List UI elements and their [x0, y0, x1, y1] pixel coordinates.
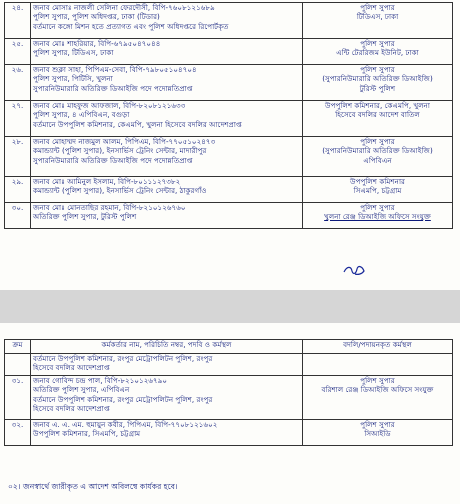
officer-line: পুলিশ সুপার, টিডিএস, ঢাকা	[33, 48, 114, 58]
officer-line: বর্তমানে উপপুলিশ কমিশনার, রংপুর মেট্রোপলিটন পুলিশ, রংপুর	[33, 394, 213, 404]
signature-mark	[342, 262, 366, 278]
table-row	[5, 39, 453, 65]
officer-line: জনাব মোঃ মোনতাছির রহমান, বিপি-৮২১০১২৬৭৬০	[33, 203, 186, 212]
officer-line: হিসেবে বদলির আদেশপ্রাপ্ত	[33, 363, 110, 373]
table-row	[5, 376, 453, 420]
officer-line: কমান্ড্যান্ট (পুলিশ সুপার), ইনসার্ভিস ট্রেনিং সেন্টার, ঠাকুরগাঁও	[33, 186, 207, 196]
row-number: ২৮.	[5, 137, 31, 177]
officer-line: হিসেবে বদলির আদেশপ্রাপ্ত	[33, 404, 110, 414]
officer-line: জনাব গোবিন্দ চন্দ্র পাল, বিপি-৮২১০১২৬৭৯০	[33, 376, 168, 385]
officer-line: পুলিশ সুপার, পিটিসি, খুলনা	[33, 74, 113, 84]
officer-line: বর্তমানে কঙ্গো মিশন হতে প্রত্যাগত এবং পুলিশ অধিদপ্তরে রিপোর্টকৃত	[33, 21, 229, 31]
row-number: ২৪.	[5, 3, 31, 39]
officer-line: জনাব শুক্লা সাহা, পিপিএম-সেবা, বিপি-৭৯৮০৫১০৪৭০৪	[33, 65, 197, 74]
posting-line: পুলিশ সুপার	[360, 376, 395, 385]
posting-line: পুলিশ সুপার	[360, 39, 395, 48]
officer-line: বর্তমানে উপপুলিশ কমিশনার, কেএমপি, খুলনা হিসেবে বদলির আদেশপ্রাপ্ত	[33, 119, 242, 129]
row-number: ২৬.	[5, 65, 31, 101]
posting-line: এন্টি টেররিজম ইউনিট, ঢাকা	[336, 48, 419, 58]
officer-cell	[31, 177, 303, 203]
posting-cell	[303, 376, 453, 420]
officer-line: অতিরিক্ত পুলিশ সুপার, এপিবিএন	[33, 385, 130, 395]
officer-line: বর্তমানে উপপুলিশ কমিশনার, রংপুর মেট্রোপলিটন পুলিশ, রংপুর	[33, 354, 213, 363]
officer-cell	[31, 376, 303, 420]
officer-cell	[31, 354, 303, 376]
posting-cell	[303, 3, 453, 39]
officer-line: জনাব মোঃ মাহফুজ আফজাল, বিপি-৮২০৮১২১৬৩৩	[33, 101, 186, 110]
posting-cell	[303, 177, 453, 203]
officer-line: জনাব এ. এ. এম. হুমায়ুন কবীর, পিপিএম, বিপি-৭৭০৮১২১৬০২	[33, 420, 218, 429]
table-row	[5, 203, 453, 229]
officer-cell	[31, 137, 303, 177]
posting-line: সিএমপি, চট্টগ্রাম	[353, 186, 402, 196]
officer-line: জনাব মোসাঃ নাজলী সেলিনা ফেরদৌসী, বিপি-৭৬০৮১২১৬৮৯	[33, 3, 215, 12]
posting-line: (সুপারনিউমারারি অতিরিক্ত ডিআইজি)	[322, 146, 433, 156]
header-serial: ক্রম	[5, 340, 31, 354]
transfer-table-page-2	[4, 339, 453, 446]
officer-line: অতিরিক্ত পুলিশ সুপার, টুরিস্ট পুলিশ	[33, 212, 137, 222]
officer-cell	[31, 420, 303, 446]
table-row	[5, 101, 453, 137]
officer-cell	[31, 65, 303, 101]
officer-line: জনাব মোঃ আমিনুল ইসলাম, বিপি-৮০১১১২৭৩৮২	[33, 177, 181, 186]
row-number	[5, 354, 31, 376]
table-row	[5, 420, 453, 446]
table-row	[5, 177, 453, 203]
document-page-2	[0, 323, 460, 504]
posting-line: পুলিশ সুপার	[360, 420, 395, 429]
posting-line: বরিশাল রেঞ্জ ডিআইজি অফিসে সংযুক্ত	[321, 385, 434, 395]
row-number: ৩০.	[5, 203, 31, 229]
posting-cell	[303, 203, 453, 229]
posting-line: (সুপারনিউমারারি অতিরিক্ত ডিআইজি)	[322, 74, 433, 84]
officer-line: পুলিশ সুপার, ৪ এপিবিএন, বগুড়া	[33, 110, 130, 120]
posting-line: পুলিশ সুপার	[360, 3, 395, 12]
officer-cell	[31, 101, 303, 137]
row-number: ৩১.	[5, 376, 31, 420]
posting-cell	[303, 354, 453, 376]
row-number: ৩২.	[5, 420, 31, 446]
table-header-row	[5, 340, 453, 354]
transfer-table-page-1	[4, 2, 453, 229]
officer-cell	[31, 3, 303, 39]
footer-note: ০২। জনস্বার্থে জারীকৃত এ আদেশ অবিলম্বে কার্যকর হবে।	[8, 482, 178, 491]
posting-line: পুলিশ সুপার	[360, 137, 395, 146]
posting-line: খুলনা রেঞ্জ ডিআইজি অফিসে সংযুক্ত	[324, 212, 431, 222]
officer-cell	[31, 203, 303, 229]
header-posting: বদলি/পদায়নকৃত কর্মস্থল	[303, 340, 453, 354]
table-row	[5, 65, 453, 101]
officer-cell	[31, 39, 303, 65]
table-row	[5, 354, 453, 376]
officer-line: কমান্ড্যান্ট (পুলিশ সুপার), ইনসার্ভিস ট্রেনিং সেন্টার, মাদারীপুর	[33, 146, 207, 156]
row-number: ২৭.	[5, 101, 31, 137]
posting-line: এপিবিএন	[363, 155, 392, 165]
row-number: ২৫.	[5, 39, 31, 65]
posting-cell	[303, 137, 453, 177]
posting-line: টুরিস্ট পুলিশ	[359, 83, 396, 93]
posting-cell	[303, 65, 453, 101]
header-officer: কর্মকর্তার নাম, পরিচিতি নম্বর, পদবি ও কর্মস্থল	[31, 340, 303, 354]
officer-line: উপপুলিশ কমিশনার, সিএমপি, চট্টগ্রাম	[33, 429, 141, 439]
posting-cell	[303, 420, 453, 446]
table-row	[5, 137, 453, 177]
posting-line: উপপুলিশ কমিশনার, কেএমপি, খুলনা	[325, 101, 430, 110]
posting-cell	[303, 39, 453, 65]
officer-line: পুলিশ সুপার, পুলিশ অধিদপ্তর, ঢাকা (টিডার)	[33, 12, 160, 22]
officer-line: সুপারনিউমারারি অতিরিক্ত ডিআইজি পদে পদোন্নতিপ্রাপ্ত	[33, 155, 193, 165]
table-row	[5, 3, 453, 39]
posting-line: পুলিশ সুপার	[360, 203, 395, 212]
posting-line: উপপুলিশ কমিশনার	[350, 177, 405, 186]
row-number: ২৯.	[5, 177, 31, 203]
posting-line: টিডিএস, ঢাকা	[356, 12, 399, 22]
posting-line: পুলিশ সুপার	[360, 65, 395, 74]
posting-line: হিসেবে বদলির আদেশ বাতিল	[335, 110, 420, 120]
officer-line: জনাব মোঃ শাহরিয়ার, বিপি-৬৭৯৫০৪৭০৪৪	[33, 39, 161, 48]
officer-line: সুপারনিউমারারি অতিরিক্ত ডিআইজি পদে পদোন্নতিপ্রাপ্ত	[33, 83, 193, 93]
posting-line: সিআইডি	[364, 429, 391, 439]
officer-line: জনাব মোহাম্মদ নাজমুল আলম, পিপিএম, বিপি-৭৭০৫১০২৪৭৩	[33, 137, 216, 146]
posting-cell	[303, 101, 453, 137]
